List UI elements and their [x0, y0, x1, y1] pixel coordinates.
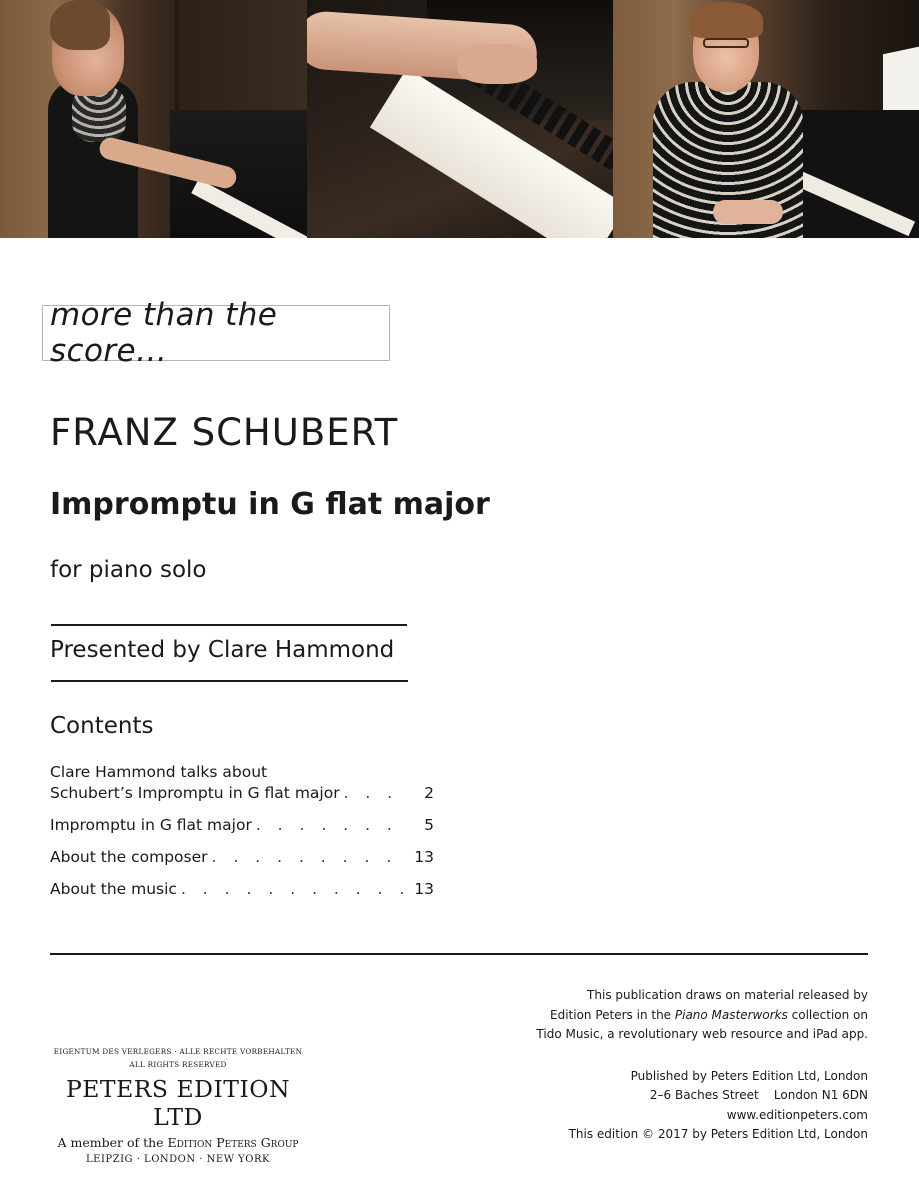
pianist-hair [689, 2, 763, 38]
toc-entry-page: 2 [424, 784, 434, 802]
toc-entry-label-line1: Clare Hammond talks about [50, 763, 268, 781]
note-line2-pre: Edition Peters in the [550, 1007, 675, 1022]
glasses [703, 38, 749, 48]
pianist-hands [713, 200, 783, 224]
legal-notice-line1: EIGENTUM DES VERLEGERS · ALLE RECHTE VORBEHALTEN [53, 1047, 303, 1056]
publisher-website: www.editionpeters.com [726, 1107, 868, 1122]
contents-heading: Contents [50, 713, 154, 739]
toc-entry [50, 762, 434, 804]
note-line2 [508, 1006, 868, 1026]
note-line2-post: collection on [787, 1007, 868, 1022]
toc-entry [50, 847, 434, 868]
collection-name: Piano Masterworks [674, 1007, 788, 1022]
divider-bottom [51, 680, 408, 682]
pianist-hair [50, 0, 110, 50]
publisher-cities: LEIPZIG · LONDON · NEW YORK [86, 1154, 270, 1165]
membership-group: Edition Peters Group [167, 1135, 299, 1150]
publisher-imprint [52, 1045, 304, 1167]
toc-entry-label: About the composer [50, 848, 208, 866]
table-of-contents [50, 762, 434, 911]
legal-notice-line2: ALL RIGHTS RESERVED [129, 1060, 227, 1069]
toc-entry [50, 879, 434, 900]
publisher-logo-name: PETERS EDITION LTD [65, 1075, 291, 1131]
publisher-note [508, 986, 868, 1145]
work-title: Impromptu in G flat major [50, 487, 490, 522]
presenter-credit: Presented by Clare Hammond [50, 637, 395, 663]
toc-entry-label: About the music [50, 880, 177, 898]
toc-entry-page: 13 [414, 848, 434, 866]
toc-entry-label: Schubert’s Impromptu in G flat major [50, 784, 340, 802]
toc-entry [50, 815, 434, 836]
photo-hands-closeup [307, 0, 613, 238]
pianist-hand [457, 44, 537, 84]
toc-dot-leader [181, 879, 408, 900]
toc-dot-leader [344, 783, 410, 804]
tagline-box [42, 297, 390, 369]
spacer [508, 1045, 868, 1067]
toc-entry-page: 5 [424, 816, 434, 834]
publisher-address: 2–6 Baches Street London N1 6DN [649, 1088, 868, 1102]
photo-pianist-portrait [613, 0, 919, 238]
tagline: more than the score… [50, 297, 278, 369]
toc-entry-label: Impromptu in G flat major [50, 816, 252, 834]
note-line3: Tido Music, a revolutionary web resource and iPad app. [536, 1027, 868, 1041]
membership-prefix: A member of the [57, 1135, 168, 1150]
note-line1: This publication draws on material released by [587, 988, 868, 1002]
publisher-membership [52, 1134, 304, 1152]
footer-divider [50, 953, 868, 955]
copyright-notice: This edition © 2017 by Peters Edition Ltd, London [568, 1127, 868, 1141]
instrumentation: for piano solo [50, 557, 207, 583]
toc-dot-leader [256, 815, 410, 836]
composer-name: FRANZ SCHUBERT [50, 411, 399, 454]
photo-pianist-playing [0, 0, 307, 238]
photo-banner [0, 0, 919, 238]
divider-top [51, 624, 407, 626]
published-by: Published by Peters Edition Ltd, London [630, 1068, 868, 1083]
toc-dot-leader [212, 847, 409, 868]
toc-entry-page: 13 [414, 880, 434, 898]
